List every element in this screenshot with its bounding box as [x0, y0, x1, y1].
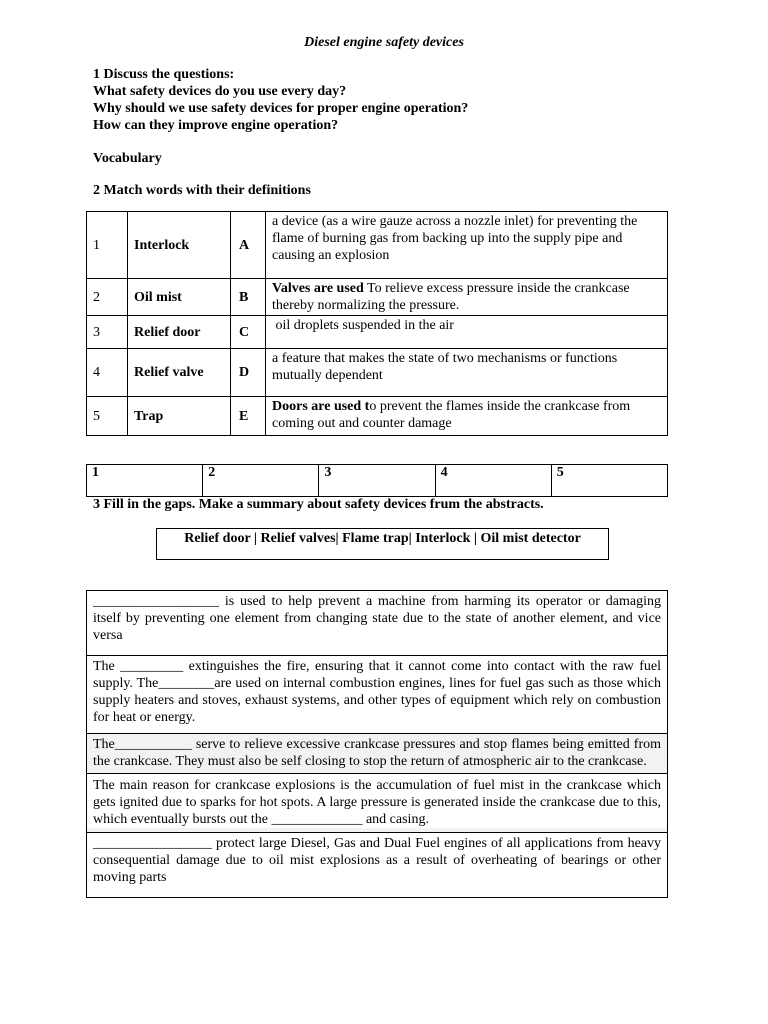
gap-paragraph-row: [87, 734, 668, 833]
answer-cell[interactable]: 4: [435, 465, 551, 497]
question-3: How can they improve engine operation?: [93, 118, 339, 133]
match-number: 5: [87, 397, 128, 436]
matching-table: [86, 211, 668, 436]
match-number: 1: [87, 212, 128, 279]
match-number: 4: [87, 349, 128, 397]
match-definition: [266, 349, 668, 397]
match-word: Trap: [128, 397, 231, 436]
page-title: Diesel engine safety devices: [304, 35, 464, 50]
gap-paragraph-row: [87, 591, 668, 656]
match-letter: B: [231, 279, 266, 316]
answer-cell[interactable]: 3: [319, 465, 435, 497]
definition-text: a device (as a wire gauze across a nozzle inlet) for preventing the flame of burning gas from backing up into the supply pipe and causing an explosion: [272, 214, 638, 263]
match-row: [87, 397, 668, 436]
question-1: What safety devices do you use every day?: [93, 84, 347, 99]
definition-text: o prevent the flames inside the crankcase from coming out and counter damage: [272, 399, 631, 431]
match-number: 2: [87, 279, 128, 316]
match-word: Interlock: [128, 212, 231, 279]
section2-heading: 2 Match words with their definitions: [93, 183, 311, 198]
question-2: Why should we use safety devices for proper engine operation?: [93, 101, 469, 116]
match-row: [87, 349, 668, 397]
match-word: Relief door: [128, 316, 231, 349]
match-word: Relief valve: [128, 349, 231, 397]
definition-text: To relieve excess pressure inside the crankcase thereby normalizing the pressure.: [272, 281, 630, 313]
match-letter: D: [231, 349, 266, 397]
definition-bold: Doors are used t: [272, 399, 370, 414]
gap-paragraph-row: [87, 833, 668, 898]
definition-bold: Valves are used: [272, 281, 364, 296]
match-number: 3: [87, 316, 128, 349]
answer-cell[interactable]: 1: [87, 465, 203, 497]
vocabulary-label: Vocabulary: [93, 151, 162, 166]
match-definition: [266, 397, 668, 436]
section3-heading: 3 Fill in the gaps. Make a summary about safety devices frum the abstracts.: [93, 497, 544, 512]
match-row: [87, 279, 668, 316]
definition-text: oil droplets suspended in the air: [275, 318, 454, 333]
match-row: [87, 212, 668, 279]
gap-paragraph: The _________ extinguishes the fire, ensuring that it cannot come into contact with the raw fuel supply. The________are used on internal combustion engines, lines for fuel gas such as those which supply heaters and stoves, exhaust systems, and other types of equipment which rely on combustion for heat or energy.: [87, 656, 668, 734]
gap-paragraph: __________________ is used to help prevent a machine from harming its operator or damaging itself by preventing one element from changing state due to the state of another element, and vice versa: [87, 591, 668, 656]
match-definition: [266, 316, 668, 349]
gap-paragraph-row: [87, 656, 668, 734]
answer-cell[interactable]: 5: [551, 465, 667, 497]
answer-table: [86, 464, 668, 497]
answer-cell[interactable]: 2: [203, 465, 319, 497]
gap-fill-table: [86, 590, 668, 898]
gap-paragraph: The main reason for crankcase explosions is the accumulation of fuel mist in the crankcase which gets ignited due to sparks for hot spots. A large pressure is generated inside the crankcase due to this, which eventually bursts out the _____________ and casing.: [87, 773, 667, 828]
word-bank: Relief door | Relief valves| Flame trap| Interlock | Oil mist detector: [156, 528, 609, 560]
section1-heading: 1 Discuss the questions:: [93, 67, 235, 82]
match-letter: E: [231, 397, 266, 436]
gap-paragraph: _________________ protect large Diesel, Gas and Dual Fuel engines of all applications from heavy consequential damage due to oil mist explosions as a result of overheating of bearings or other moving parts: [87, 833, 668, 898]
match-definition: [266, 212, 668, 279]
gap-paragraph-group: [87, 734, 668, 833]
match-letter: C: [231, 316, 266, 349]
definition-text: a feature that makes the state of two mechanisms or functions mutually dependent: [272, 351, 618, 383]
match-definition: [266, 279, 668, 316]
gap-paragraph: The___________ serve to relieve excessive crankcase pressures and stop flames being emitted from the crankcase. They must also be self closing to stop the return of atmospheric air to the crankcase.: [93, 737, 661, 769]
match-row: [87, 316, 668, 349]
match-letter: A: [231, 212, 266, 279]
match-word: Oil mist: [128, 279, 231, 316]
